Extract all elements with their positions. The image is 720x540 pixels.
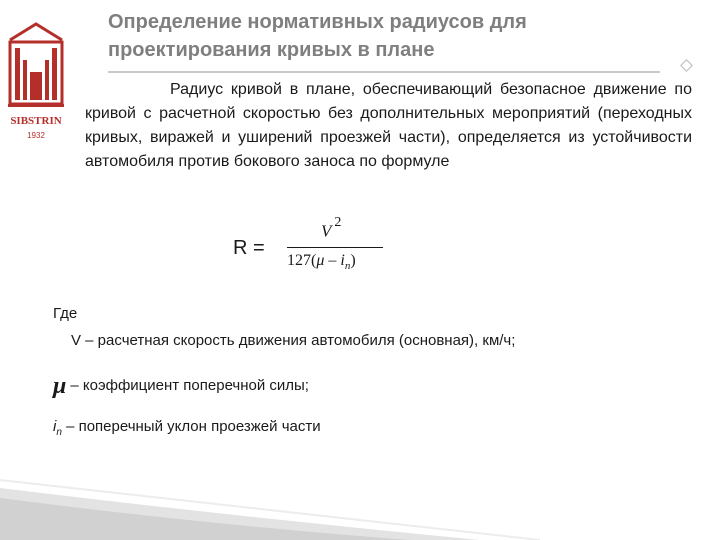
i-letter: i [53,418,57,435]
den-sub: n [344,260,351,273]
den-i: i [340,252,345,269]
diamond-icon [680,59,693,72]
den-close: ) [350,252,356,269]
i-text: – поперечный уклон проезжей части [66,418,321,435]
mu-symbol: μ [53,373,67,399]
radius-formula [233,215,433,285]
den-minus: – [324,252,341,269]
definition-mu [53,373,309,400]
den-mu: μ [316,252,325,269]
mu-text: – коэффициент поперечной силы; [70,377,309,394]
slide-title: Определение нормативных радиусов для проектирования кривых в плане [108,11,527,61]
body-paragraph: Радиус кривой в плане, обеспечивающий безопасное движение по кривой с расчетной скоростью без дополнительных мероприятий (переходных кривых, виражей и уширений проезжей части), определяется из устойчивости автомобиля против бокового заноса по формуле [85,81,692,170]
decorative-corner [0,450,720,540]
i-symbol [53,418,62,438]
numerator-var: V [321,221,332,241]
definition-v: V – расчетная скорость движения автомобиля (основная), км/ч; [71,332,516,349]
definitions-intro: Где [53,305,78,322]
logo-text: SIBSTRIN [10,115,62,127]
formula-fraction [285,215,385,280]
fraction-bar [287,247,383,248]
logo-year: 1932 [27,131,45,140]
formula-numerator [321,215,342,242]
i-subscript: n [56,427,62,438]
numerator-exp: 2 [334,215,342,230]
den-coef: 127( [287,252,317,269]
definition-i [53,418,321,438]
formula-lhs: R = [233,237,265,259]
university-logo [4,20,68,150]
formula-denominator [287,252,356,272]
title-divider [108,71,660,73]
